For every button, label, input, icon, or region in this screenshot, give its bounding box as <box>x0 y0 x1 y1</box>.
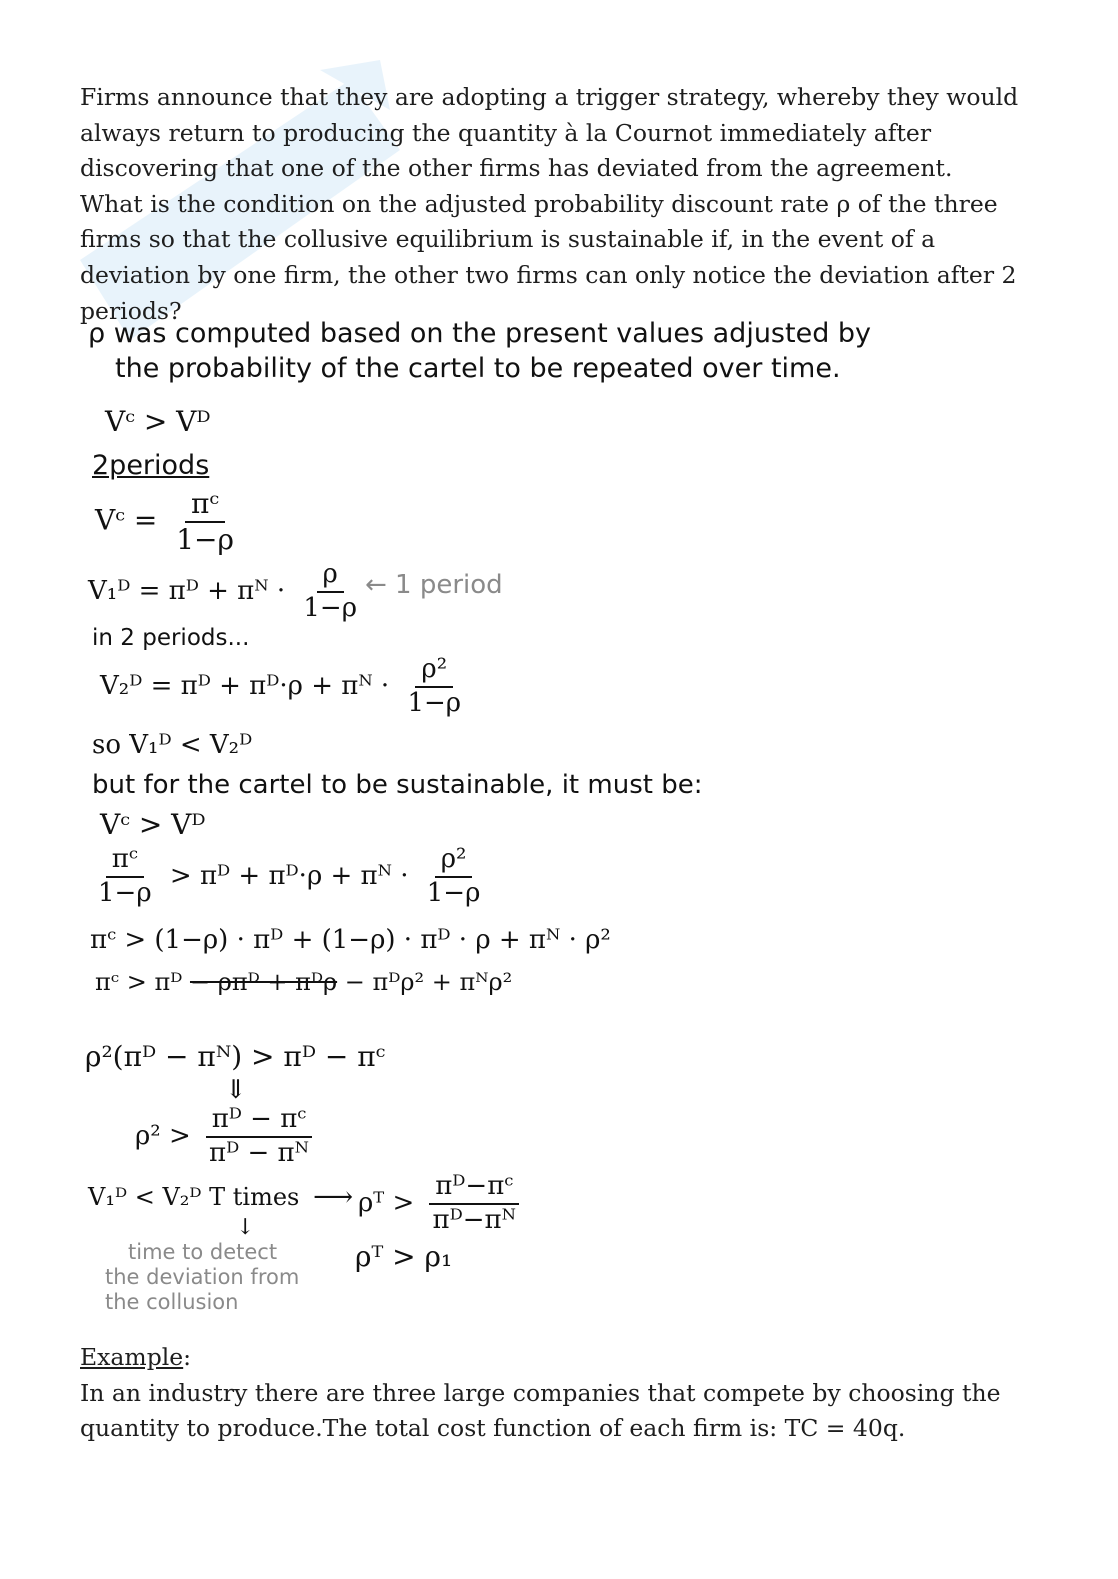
ineq-den: 1−ρ <box>98 877 152 908</box>
vc-den: 1−ρ <box>176 523 234 557</box>
note-in-2-periods: in 2 periods... <box>92 625 250 651</box>
t-den: πᴰ−πᴺ <box>432 1204 516 1235</box>
ineq-rhs-fraction <box>421 845 487 909</box>
ineq-rhs-den: 1−ρ <box>426 877 481 908</box>
expand2-strike: − ρπᴰ + πᴰρ <box>189 968 338 996</box>
note-rho-line2: the probability of the cartel to be repeated over time. <box>115 353 841 384</box>
equation-vc <box>95 488 244 556</box>
expand2-b: − πᴰρ² + πᴺρ² <box>344 968 513 996</box>
note-2periods: 2periods <box>92 450 210 481</box>
expand2-a: πᶜ > πᴰ <box>95 968 183 996</box>
inequality-factored: ρ²(πᴰ − πᴺ) > πᴰ − πᶜ <box>85 1040 386 1073</box>
v2-den: 1−ρ <box>407 687 462 718</box>
v1-num: ρ <box>317 560 344 593</box>
t-rhs: ρᵀ > <box>358 1187 415 1218</box>
example-colon: : <box>183 1343 192 1371</box>
ineq-num: πᶜ <box>106 845 144 878</box>
note-but-sustainable: but for the cartel to be sustainable, it must be: <box>92 770 703 800</box>
note-time-to-detect: time to detect <box>128 1240 278 1264</box>
rho2-num: πᴰ − πᶜ <box>206 1105 313 1138</box>
rho2-lhs: ρ² > <box>135 1120 191 1151</box>
condition-vc-gt-vd-2: Vᶜ > Vᴰ <box>100 808 206 841</box>
condition-rho-squared <box>135 1105 319 1169</box>
ineq-fraction <box>92 845 158 909</box>
note-t-times: V₁ᴰ < V₂ᴰ T times <box>88 1183 300 1211</box>
rho2-fraction <box>203 1105 315 1169</box>
t-num: πᴰ−πᶜ <box>429 1172 519 1205</box>
vc-fraction <box>170 488 240 556</box>
rho2-den: πᴰ − πᴺ <box>209 1137 309 1168</box>
note-1-period: ← 1 period <box>365 570 503 600</box>
v1-lhs: V₁ᴰ = πᴰ + πᴺ · <box>88 575 286 606</box>
v2-fraction <box>401 655 467 719</box>
example-paragraph: In an industry there are three large companies that compete by choosing the quantity to produce.The total cost function of each firm is: TC = 40q. <box>80 1378 1001 1443</box>
implies-arrow: ⇓ <box>225 1075 247 1105</box>
equation-v1d <box>88 560 367 624</box>
ineq-rhs: > πᴰ + πᴰ·ρ + πᴺ · <box>169 860 409 891</box>
inequality-simplified <box>95 968 512 996</box>
inequality-sustainability <box>88 845 490 909</box>
vc-lhs: Vᶜ = <box>95 503 158 537</box>
note-deviation-from: the deviation from <box>105 1265 300 1289</box>
v2-lhs: V₂ᴰ = πᴰ + πᴰ·ρ + πᴺ · <box>100 670 390 701</box>
vc-num: πᶜ <box>185 488 225 523</box>
v2-num: ρ² <box>415 655 453 688</box>
question-paragraph: What is the condition on the adjusted probability discount rate ρ of the three firms so that the collusive equilibrium is sustainable if, in the event of a deviation by one firm, the other two firms can only notice the deviation after 2 periods? <box>80 189 1017 325</box>
note-the-collusion: the collusion <box>105 1290 239 1314</box>
condition-rho-t-final: ρᵀ > ρ₁ <box>355 1240 453 1273</box>
example-section <box>80 1340 1030 1447</box>
example-heading: Example <box>80 1343 184 1371</box>
equation-v2d <box>100 655 471 719</box>
condition-vc-gt-vd: Vᶜ > Vᴰ <box>105 405 211 438</box>
t-arrow: ⟶ <box>313 1180 354 1213</box>
t-fraction <box>427 1172 522 1236</box>
intro-paragraph: Firms announce that they are adopting a trigger strategy, whereby they would always return to producing the quantity à la Cournot immediately after discovering that one of the other firms has deviated from the agreement. <box>80 83 1019 183</box>
note-rho-line1: ρ was computed based on the present values adjusted by <box>88 318 872 349</box>
ineq-rhs-num: ρ² <box>435 845 473 878</box>
v1-fraction <box>297 560 363 624</box>
note-so-v1-lt-v2: so V₁ᴰ < V₂ᴰ <box>92 730 253 760</box>
condition-rho-t <box>358 1172 526 1236</box>
t-down-arrow: ↓ <box>236 1215 255 1240</box>
inequality-expanded: πᶜ > (1−ρ) · πᴰ + (1−ρ) · πᴰ · ρ + πᴺ · ρ² <box>90 925 611 955</box>
v1-den: 1−ρ <box>303 592 357 623</box>
intro-text <box>80 80 1030 329</box>
